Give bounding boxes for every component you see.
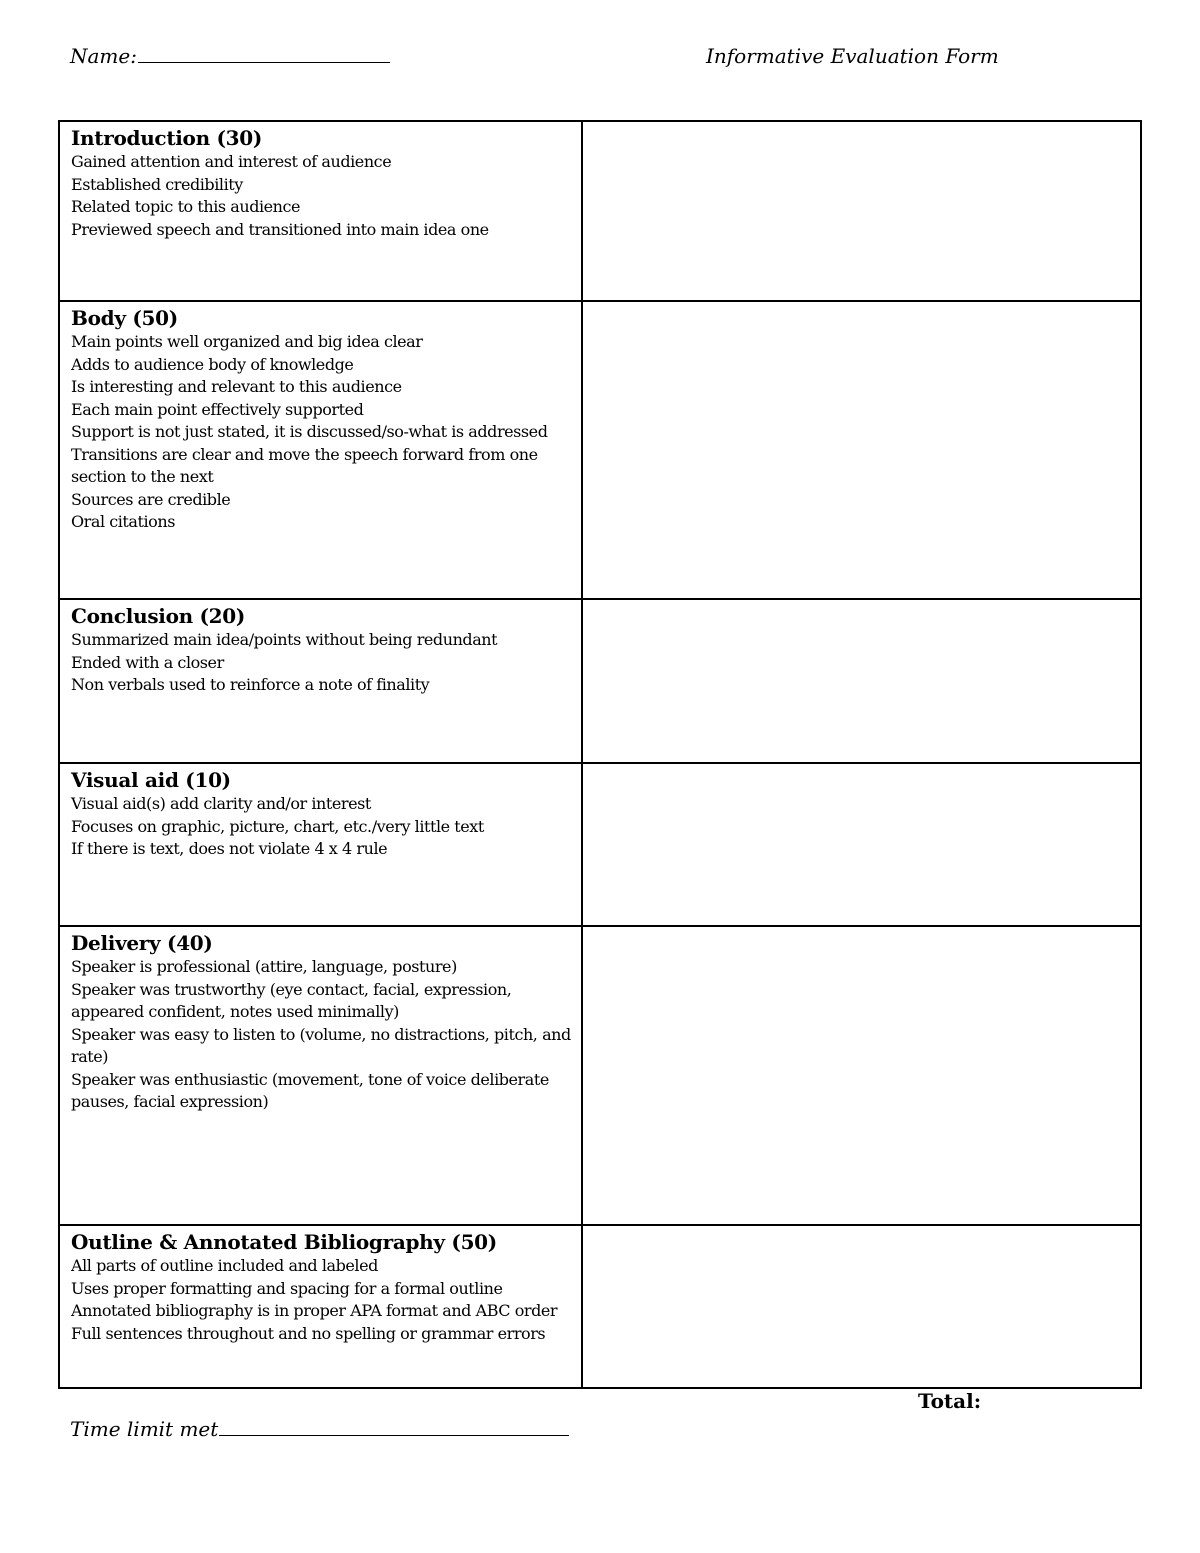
criterion-item: Focuses on graphic, picture, chart, etc./very little text: [71, 816, 484, 836]
criterion-item: All parts of outline included and labeled: [71, 1256, 378, 1275]
criterion-item: Oral citations: [71, 512, 175, 531]
criteria-list: [71, 331, 571, 534]
criteria-cell: [59, 599, 582, 763]
time-limit-field[interactable]: [70, 1417, 569, 1441]
name-label: Name:: [70, 44, 137, 68]
rubric-row: [59, 599, 1141, 763]
category-title: Conclusion (20): [71, 604, 246, 628]
criterion-item: Ended with a closer: [71, 652, 224, 672]
rubric-row: [59, 301, 1141, 599]
criteria-cell: [59, 926, 582, 1225]
category-title: Outline & Annotated Bibliography (50): [71, 1230, 497, 1254]
criterion-item: Established credibility: [71, 174, 243, 194]
form-title: Informative Evaluation Form: [706, 44, 999, 68]
criterion-item: Is interesting and relevant to this audience: [71, 377, 402, 396]
criterion-item: Previewed speech and transitioned into main idea one: [71, 219, 489, 239]
name-field[interactable]: [70, 44, 390, 68]
rubric-row: [59, 1225, 1141, 1388]
criteria-cell: [59, 1225, 582, 1388]
rubric-row: [59, 121, 1141, 301]
category-title: Delivery (40): [71, 931, 213, 955]
criterion-item: Related topic to this audience: [71, 197, 301, 216]
rubric-row: [59, 763, 1141, 926]
rubric-row: [59, 926, 1141, 1225]
criteria-list: [71, 151, 571, 241]
name-blank-line[interactable]: [138, 61, 390, 63]
category-title: Introduction (30): [71, 126, 263, 150]
criteria-cell: [59, 763, 582, 926]
comment-cell[interactable]: [582, 763, 1141, 926]
criterion-item: Non verbals used to reinforce a note of finality: [71, 675, 430, 694]
criterion-item: Full sentences throughout and no spelling or grammar errors: [71, 1323, 546, 1343]
time-limit-label: Time limit met: [70, 1417, 219, 1441]
rubric-table: [58, 120, 1142, 1389]
criterion-item: Uses proper formatting and spacing for a formal outline: [71, 1278, 503, 1298]
criteria-list: [71, 956, 571, 1114]
criterion-item: Gained attention and interest of audience: [71, 152, 392, 171]
criterion-item: Speaker was easy to listen to (volume, no distractions, pitch, and rate): [71, 1024, 571, 1066]
comment-cell[interactable]: [582, 926, 1141, 1225]
total-label: Total:: [918, 1389, 982, 1413]
criterion-item: Speaker was enthusiastic (movement, tone of voice deliberate pauses, facial expression): [71, 1069, 549, 1111]
criterion-item: Sources are credible: [71, 489, 231, 509]
criterion-item: Transitions are clear and move the speech forward from one section to the next: [71, 444, 538, 486]
criterion-item: Each main point effectively supported: [71, 399, 364, 419]
criterion-item: If there is text, does not violate 4 x 4 rule: [71, 839, 388, 858]
criteria-cell: [59, 121, 582, 301]
criterion-item: Summarized main idea/points without being redundant: [71, 630, 498, 649]
time-limit-blank-line[interactable]: [219, 1434, 569, 1436]
comment-cell[interactable]: [582, 121, 1141, 301]
criterion-item: Speaker is professional (attire, language, posture): [71, 957, 457, 976]
criterion-item: Visual aid(s) add clarity and/or interest: [71, 794, 371, 813]
comment-cell[interactable]: [582, 1225, 1141, 1388]
category-title: Body (50): [71, 306, 178, 330]
criteria-list: [71, 629, 571, 697]
comment-cell[interactable]: [582, 301, 1141, 599]
criterion-item: Adds to audience body of knowledge: [71, 354, 354, 374]
criterion-item: Annotated bibliography is in proper APA format and ABC order: [71, 1301, 558, 1320]
criterion-item: Main points well organized and big idea clear: [71, 332, 423, 351]
criterion-item: Speaker was trustworthy (eye contact, facial, expression, appeared confident, notes used minimally): [71, 979, 512, 1021]
criteria-list: [71, 1255, 571, 1345]
criterion-item: Support is not just stated, it is discussed/so-what is addressed: [71, 422, 548, 441]
category-title: Visual aid (10): [71, 768, 231, 792]
comment-cell[interactable]: [582, 599, 1141, 763]
criteria-list: [71, 793, 571, 861]
criteria-cell: [59, 301, 582, 599]
